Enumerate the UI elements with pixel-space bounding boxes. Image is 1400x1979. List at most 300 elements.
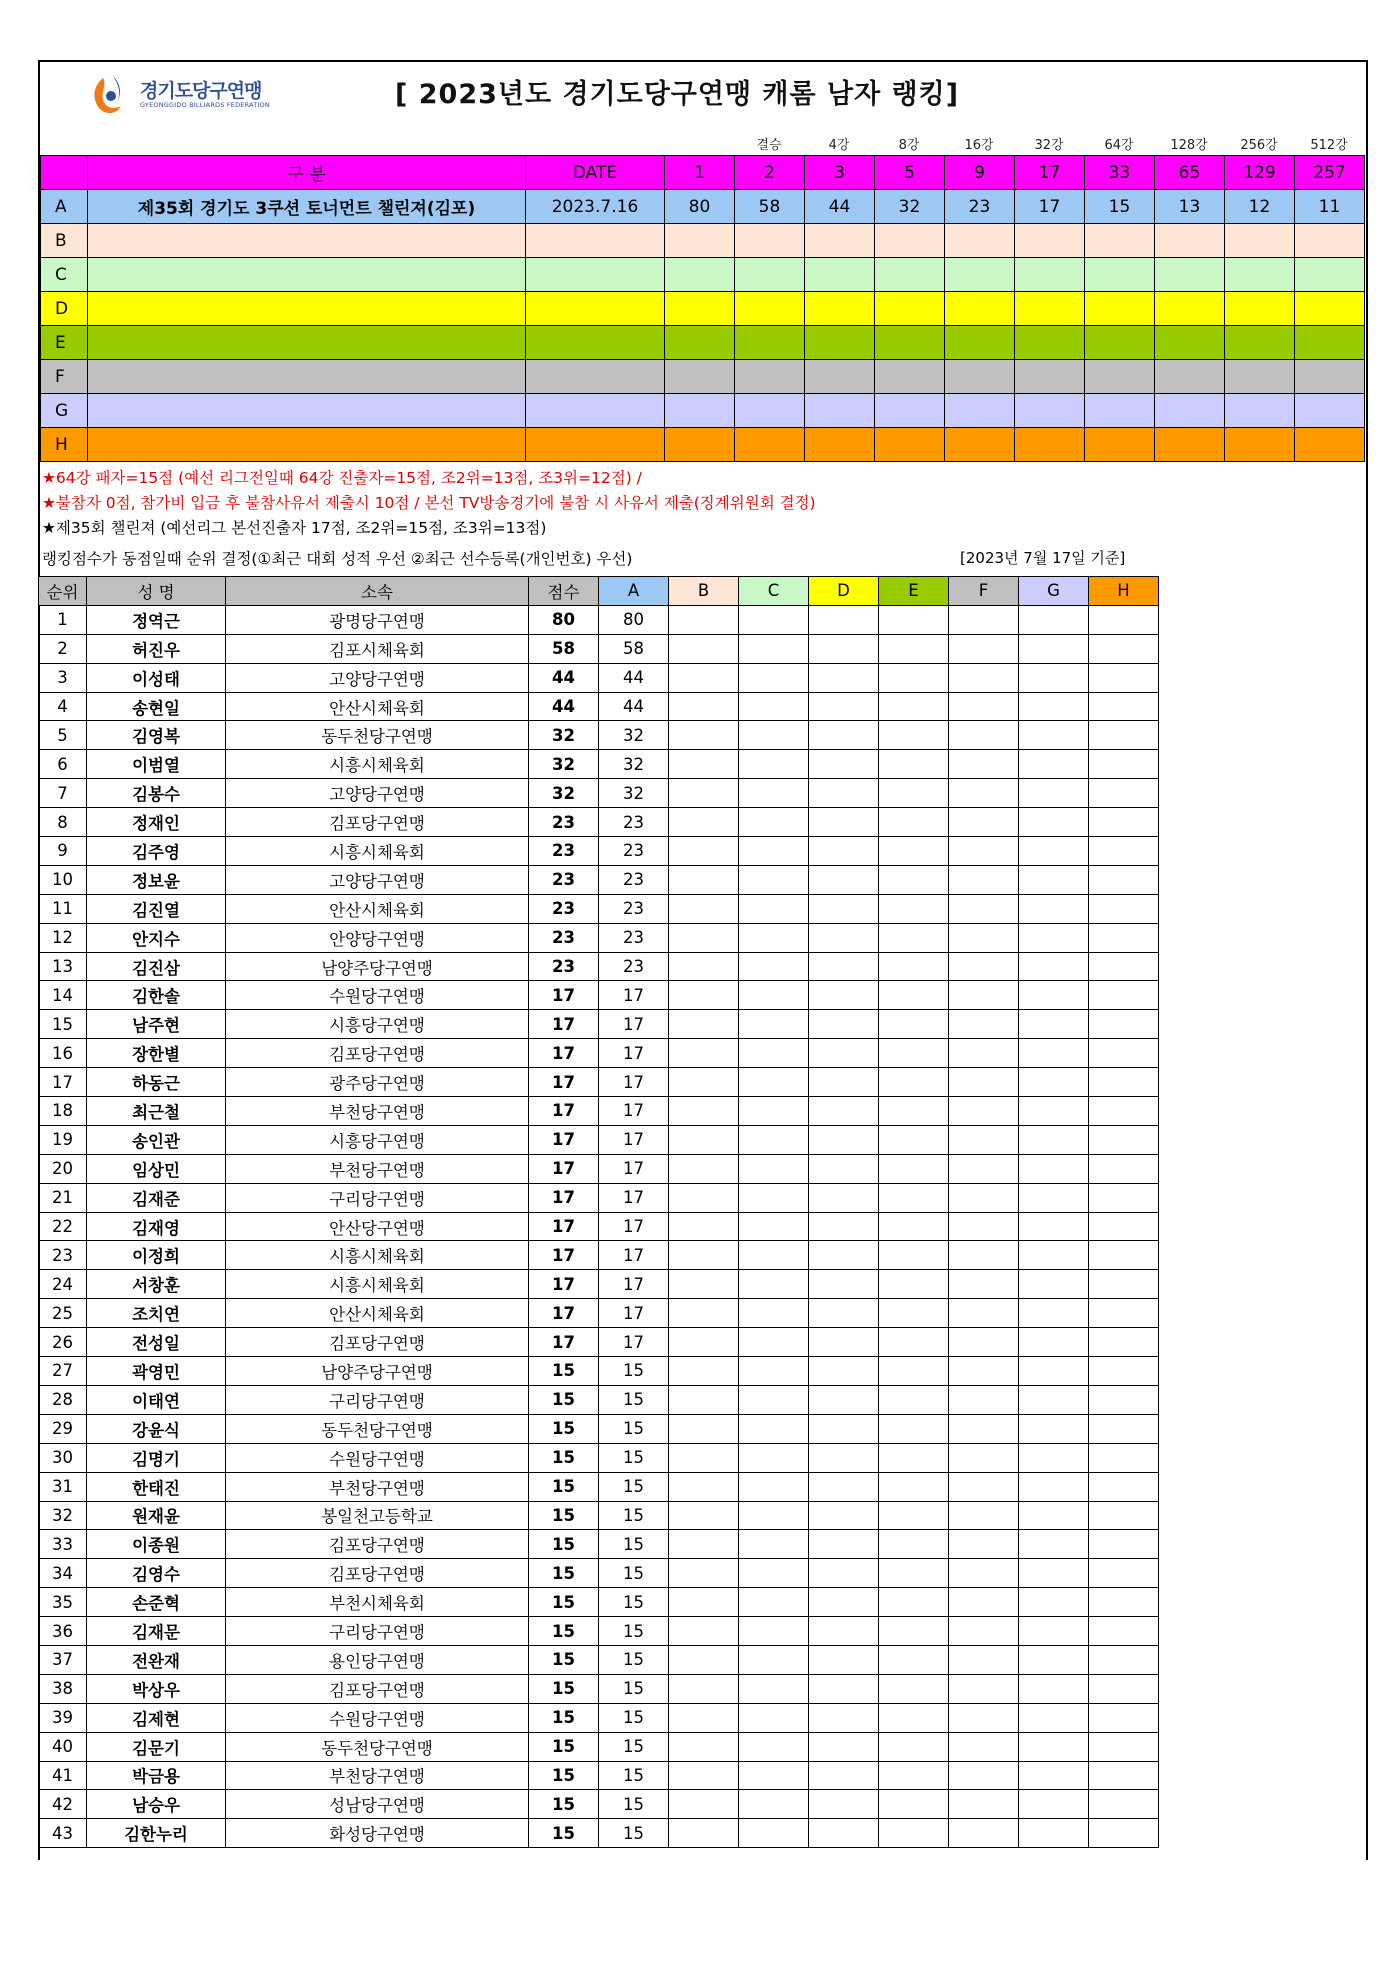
table-row [39, 1530, 1159, 1559]
affiliation-cell: 시흥시체육회 [226, 1241, 529, 1270]
header-rank: 순위 [39, 577, 87, 606]
empty-cell [739, 1125, 809, 1154]
col-a-cell: 32 [599, 779, 669, 808]
empty-cell [949, 1732, 1019, 1761]
empty-cell [669, 1125, 739, 1154]
player-name: 이범열 [87, 750, 226, 779]
col-a-cell: 15 [599, 1443, 669, 1472]
points-cell [1155, 224, 1225, 258]
empty-cell [669, 663, 739, 692]
rank-cell: 35 [39, 1588, 87, 1617]
empty-cell [669, 1790, 739, 1819]
affiliation-cell: 안양당구연맹 [226, 923, 529, 952]
score-cell: 15 [529, 1645, 599, 1674]
empty-cell [1089, 894, 1159, 923]
empty-cell [879, 663, 949, 692]
empty-cell [739, 1819, 809, 1848]
score-cell: 32 [529, 750, 599, 779]
col-a-cell: 15 [599, 1530, 669, 1559]
empty-cell [1089, 1674, 1159, 1703]
points-row-c [41, 258, 1365, 292]
score-cell: 44 [529, 692, 599, 721]
player-name: 김영복 [87, 721, 226, 750]
empty-cell [809, 1790, 879, 1819]
empty-cell [669, 692, 739, 721]
points-cell [945, 326, 1015, 360]
player-name: 하동근 [87, 1068, 226, 1097]
player-name: 정재인 [87, 808, 226, 837]
table-row [39, 1559, 1159, 1588]
empty-cell [949, 837, 1019, 866]
empty-cell [809, 692, 879, 721]
empty-cell [879, 1414, 949, 1443]
empty-cell [949, 923, 1019, 952]
player-name: 김제현 [87, 1703, 226, 1732]
empty-cell [949, 1270, 1019, 1299]
points-cell: 80 [665, 190, 735, 224]
col-a-cell: 80 [599, 605, 669, 634]
empty-cell [669, 1328, 739, 1357]
table-row [39, 1125, 1159, 1154]
empty-cell [739, 1068, 809, 1097]
col-a-cell: 17 [599, 1068, 669, 1097]
col-a-cell: 15 [599, 1588, 669, 1617]
empty-cell [1019, 1357, 1089, 1386]
col-a-cell: 15 [599, 1790, 669, 1819]
empty-cell [669, 1414, 739, 1443]
empty-cell [879, 1732, 949, 1761]
points-cell [805, 394, 875, 428]
empty-cell [879, 981, 949, 1010]
tournament-date [526, 428, 665, 462]
points-cell [735, 258, 805, 292]
score-cell: 15 [529, 1472, 599, 1501]
empty-cell [809, 1097, 879, 1126]
empty-cell [1019, 605, 1089, 634]
col-a-cell: 17 [599, 1154, 669, 1183]
ranking-table-header [39, 577, 1159, 606]
table-row [39, 1357, 1159, 1386]
empty-cell [739, 1761, 809, 1790]
ranking-table-body [39, 605, 1159, 1847]
score-cell: 15 [529, 1617, 599, 1646]
col-a-cell: 23 [599, 837, 669, 866]
empty-cell [1089, 1588, 1159, 1617]
empty-cell [1019, 1472, 1089, 1501]
points-cell [805, 326, 875, 360]
empty-cell [879, 894, 949, 923]
empty-cell [879, 1645, 949, 1674]
score-cell: 17 [529, 1068, 599, 1097]
empty-cell [949, 1154, 1019, 1183]
points-cell [665, 292, 735, 326]
empty-cell [739, 1010, 809, 1039]
empty-cell [739, 1328, 809, 1357]
logo-text: 경기도당구연맹 [140, 80, 262, 102]
affiliation-cell: 부천당구연맹 [226, 1097, 529, 1126]
col-a-cell: 15 [599, 1414, 669, 1443]
empty-cell [1019, 1501, 1089, 1530]
points-row-g [41, 394, 1365, 428]
page-title: [ 2023년도 경기도당구연맹 캐롬 남자 랭킹] [395, 79, 960, 110]
row-code: H [41, 428, 88, 462]
empty-cell [1019, 1241, 1089, 1270]
table-row [39, 663, 1159, 692]
empty-cell [739, 1241, 809, 1270]
score-cell: 15 [529, 1501, 599, 1530]
empty-cell [669, 923, 739, 952]
table-row [39, 808, 1159, 837]
empty-cell [879, 1097, 949, 1126]
points-cell [665, 326, 735, 360]
score-cell: 23 [529, 808, 599, 837]
empty-cell [1089, 1703, 1159, 1732]
empty-cell [1089, 1819, 1159, 1848]
empty-cell [669, 894, 739, 923]
points-cell [665, 258, 735, 292]
empty-cell [669, 1761, 739, 1790]
affiliation-cell: 김포당구연맹 [226, 1559, 529, 1588]
empty-cell [879, 1530, 949, 1559]
row-code: D [41, 292, 88, 326]
empty-cell [739, 1270, 809, 1299]
rank-cell: 9 [39, 837, 87, 866]
rank-cell: 31 [39, 1472, 87, 1501]
table-row [39, 1790, 1159, 1819]
affiliation-cell: 김포당구연맹 [226, 1674, 529, 1703]
affiliation-cell: 수원당구연맹 [226, 1703, 529, 1732]
empty-cell [949, 808, 1019, 837]
tournament-name [88, 326, 526, 360]
affiliation-cell: 안산시체육회 [226, 1299, 529, 1328]
logo-subtitle: GYEONGGIDO BILLIARDS FEDERATION [140, 101, 270, 109]
empty-cell [809, 605, 879, 634]
empty-cell [1089, 1299, 1159, 1328]
affiliation-cell: 김포당구연맹 [226, 1328, 529, 1357]
col-a-cell: 15 [599, 1819, 669, 1848]
col-a-cell: 17 [599, 1270, 669, 1299]
empty-cell [669, 750, 739, 779]
tournament-name: 제35회 경기도 3쿠션 토너먼트 챌린져(김포) [88, 190, 526, 224]
empty-cell [739, 1703, 809, 1732]
points-cell: 44 [805, 190, 875, 224]
points-cell: 11 [1295, 190, 1365, 224]
empty-cell [949, 1039, 1019, 1068]
empty-cell [669, 1674, 739, 1703]
empty-cell [1089, 808, 1159, 837]
score-cell: 32 [529, 721, 599, 750]
header-date: DATE [526, 156, 665, 190]
empty-cell [1019, 1183, 1089, 1212]
points-cell: 32 [875, 190, 945, 224]
empty-cell [739, 865, 809, 894]
empty-cell [879, 1674, 949, 1703]
empty-cell [669, 1154, 739, 1183]
empty-cell [1019, 1385, 1089, 1414]
affiliation-cell: 부천시체육회 [226, 1588, 529, 1617]
points-cell [945, 428, 1015, 462]
col-a-cell: 23 [599, 952, 669, 981]
player-name: 한태진 [87, 1472, 226, 1501]
points-cell [875, 258, 945, 292]
points-cell [1155, 428, 1225, 462]
empty-cell [1019, 865, 1089, 894]
points-cell: 12 [1225, 190, 1295, 224]
empty-cell [1089, 779, 1159, 808]
empty-cell [669, 1588, 739, 1617]
table-row [39, 1068, 1159, 1097]
player-name: 장한별 [87, 1039, 226, 1068]
empty-cell [669, 1212, 739, 1241]
empty-cell [739, 1501, 809, 1530]
score-cell: 58 [529, 634, 599, 663]
affiliation-cell: 광명당구연맹 [226, 605, 529, 634]
score-cell: 23 [529, 894, 599, 923]
header-place-9: 9 [945, 156, 1015, 190]
points-row-d [41, 292, 1365, 326]
empty-cell [949, 1559, 1019, 1588]
round-label: 32강 [1034, 138, 1064, 153]
rank-cell: 2 [39, 634, 87, 663]
empty-cell [1089, 1472, 1159, 1501]
empty-cell [949, 1183, 1019, 1212]
empty-cell [949, 894, 1019, 923]
empty-cell [809, 1010, 879, 1039]
empty-cell [1089, 1385, 1159, 1414]
empty-cell [809, 1270, 879, 1299]
table-row [39, 865, 1159, 894]
empty-cell [949, 1645, 1019, 1674]
header-category: 구 분 [88, 156, 526, 190]
rank-cell: 30 [39, 1443, 87, 1472]
table-row [39, 1645, 1159, 1674]
points-cell [1085, 224, 1155, 258]
table-row [39, 1241, 1159, 1270]
empty-cell [949, 1588, 1019, 1617]
empty-cell [879, 605, 949, 634]
rank-cell: 21 [39, 1183, 87, 1212]
empty-cell [669, 605, 739, 634]
empty-cell [809, 1443, 879, 1472]
empty-cell [809, 1588, 879, 1617]
empty-cell [739, 1414, 809, 1443]
affiliation-cell: 시흥시체육회 [226, 1270, 529, 1299]
player-name: 허진우 [87, 634, 226, 663]
rank-cell: 17 [39, 1068, 87, 1097]
affiliation-cell: 김포시체육회 [226, 634, 529, 663]
col-a-cell: 15 [599, 1357, 669, 1386]
empty-cell [739, 923, 809, 952]
points-cell [1295, 428, 1365, 462]
col-a-cell: 23 [599, 923, 669, 952]
round-labels [0, 134, 1400, 154]
empty-cell [669, 1443, 739, 1472]
empty-cell [669, 1010, 739, 1039]
empty-cell [1089, 1125, 1159, 1154]
player-name: 박금용 [87, 1761, 226, 1790]
row-code: A [41, 190, 88, 224]
empty-cell [1019, 634, 1089, 663]
header-col-a: A [599, 577, 669, 606]
empty-cell [1019, 923, 1089, 952]
score-cell: 15 [529, 1703, 599, 1732]
empty-cell [669, 1183, 739, 1212]
empty-cell [739, 605, 809, 634]
empty-cell [879, 1790, 949, 1819]
header-place-2: 2 [735, 156, 805, 190]
table-row [39, 1212, 1159, 1241]
score-cell: 17 [529, 1328, 599, 1357]
affiliation-cell: 화성당구연맹 [226, 1819, 529, 1848]
table-row [39, 894, 1159, 923]
affiliation-cell: 안산당구연맹 [226, 1212, 529, 1241]
empty-cell [669, 1068, 739, 1097]
empty-cell [739, 1299, 809, 1328]
rank-cell: 26 [39, 1328, 87, 1357]
col-a-cell: 17 [599, 1212, 669, 1241]
tournament-name [88, 224, 526, 258]
empty-cell [879, 808, 949, 837]
empty-cell [1089, 981, 1159, 1010]
player-name: 박상우 [87, 1674, 226, 1703]
empty-cell [1089, 1183, 1159, 1212]
empty-cell [879, 1212, 949, 1241]
empty-cell [879, 1010, 949, 1039]
empty-cell [809, 865, 879, 894]
empty-cell [949, 1385, 1019, 1414]
points-cell [1085, 428, 1155, 462]
table-row [39, 1270, 1159, 1299]
rank-cell: 25 [39, 1299, 87, 1328]
round-label: 16강 [964, 138, 994, 153]
empty-cell [879, 1472, 949, 1501]
empty-cell [739, 634, 809, 663]
affiliation-cell: 구리당구연맹 [226, 1385, 529, 1414]
rank-cell: 36 [39, 1617, 87, 1646]
empty-cell [879, 1183, 949, 1212]
empty-cell [879, 1241, 949, 1270]
player-name: 김한솔 [87, 981, 226, 1010]
empty-cell [879, 1068, 949, 1097]
affiliation-cell: 부천당구연맹 [226, 1154, 529, 1183]
empty-cell [809, 808, 879, 837]
points-cell [735, 326, 805, 360]
rank-cell: 27 [39, 1357, 87, 1386]
col-a-cell: 17 [599, 1299, 669, 1328]
points-table-body [41, 190, 1365, 462]
empty-cell [669, 1385, 739, 1414]
empty-cell [949, 1357, 1019, 1386]
empty-cell [949, 1761, 1019, 1790]
empty-cell [879, 779, 949, 808]
round-label: 128강 [1170, 138, 1208, 153]
rank-cell: 28 [39, 1385, 87, 1414]
empty-cell [809, 1125, 879, 1154]
points-cell [1085, 258, 1155, 292]
points-cell [875, 394, 945, 428]
empty-cell [1019, 808, 1089, 837]
empty-cell [809, 923, 879, 952]
player-name: 이태연 [87, 1385, 226, 1414]
table-row [39, 1154, 1159, 1183]
tournament-date: 2023.7.16 [526, 190, 665, 224]
affiliation-cell: 고양당구연맹 [226, 779, 529, 808]
table-row [39, 750, 1159, 779]
col-a-cell: 17 [599, 1241, 669, 1270]
rank-cell: 20 [39, 1154, 87, 1183]
affiliation-cell: 동두천당구연맹 [226, 1414, 529, 1443]
empty-cell [1019, 1732, 1089, 1761]
points-cell [1225, 292, 1295, 326]
table-row [39, 1097, 1159, 1126]
player-name: 김주영 [87, 837, 226, 866]
points-cell [1015, 224, 1085, 258]
rank-cell: 19 [39, 1125, 87, 1154]
empty-cell [809, 1732, 879, 1761]
rank-cell: 6 [39, 750, 87, 779]
empty-cell [669, 1357, 739, 1386]
empty-cell [669, 837, 739, 866]
empty-cell [669, 721, 739, 750]
score-cell: 15 [529, 1819, 599, 1848]
basis-date: [2023년 7월 17일 기준] [960, 549, 1126, 567]
empty-cell [669, 1039, 739, 1068]
points-cell: 17 [1015, 190, 1085, 224]
note-challenger: ★제35회 챌린져 (예선리그 본선진출자 17점, 조2위=15점, 조3위=13점) [42, 519, 547, 537]
table-row [39, 1039, 1159, 1068]
rank-cell: 14 [39, 981, 87, 1010]
empty-cell [739, 1732, 809, 1761]
player-name: 정보윤 [87, 865, 226, 894]
score-cell: 15 [529, 1530, 599, 1559]
player-name: 김재준 [87, 1183, 226, 1212]
empty-cell [739, 1443, 809, 1472]
empty-cell [949, 1472, 1019, 1501]
player-name: 김영수 [87, 1559, 226, 1588]
empty-cell [669, 1732, 739, 1761]
points-cell [1295, 258, 1365, 292]
player-name: 안지수 [87, 923, 226, 952]
points-cell [805, 292, 875, 326]
player-name: 김봉수 [87, 779, 226, 808]
empty-cell [739, 1097, 809, 1126]
rank-cell: 41 [39, 1761, 87, 1790]
header-score: 점수 [529, 577, 599, 606]
table-row [39, 1385, 1159, 1414]
empty-cell [879, 721, 949, 750]
empty-cell [809, 1761, 879, 1790]
empty-cell [879, 1385, 949, 1414]
empty-cell [949, 865, 1019, 894]
empty-cell [1089, 634, 1159, 663]
table-row [39, 981, 1159, 1010]
empty-cell [739, 779, 809, 808]
empty-cell [739, 1154, 809, 1183]
empty-cell [1019, 1790, 1089, 1819]
empty-cell [1089, 1790, 1159, 1819]
player-name: 정역근 [87, 605, 226, 634]
empty-cell [949, 634, 1019, 663]
empty-cell [949, 1443, 1019, 1472]
col-a-cell: 58 [599, 634, 669, 663]
points-cell [665, 224, 735, 258]
affiliation-cell: 안산시체육회 [226, 692, 529, 721]
row-code: F [41, 360, 88, 394]
points-cell [1015, 258, 1085, 292]
points-cell [1015, 428, 1085, 462]
header-blank [41, 156, 88, 190]
rank-cell: 12 [39, 923, 87, 952]
